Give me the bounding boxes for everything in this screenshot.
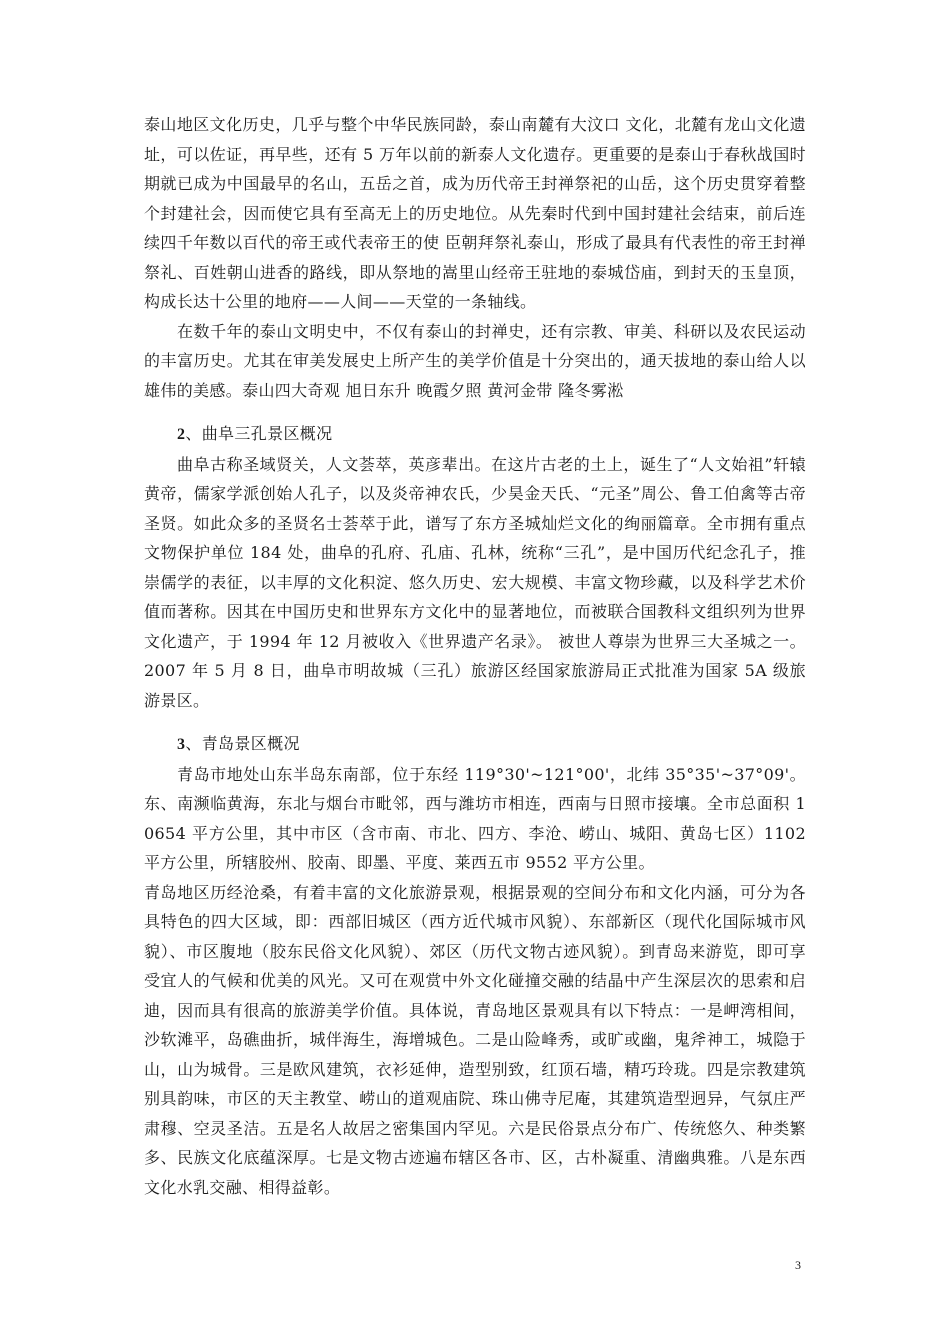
qingdao-location-paragraph: 青岛市地处山东半岛东南部，位于东经 119°30'~121°00'，北纬 35°35'~37°09'。东、南濒临黄海，东北与烟台市毗邻，西与潍坊市相连，西南与日照市接壤。全市总面积 10654 平方公里，其中市区（含市南、市北、四方、李沧、崂山、城阳、黄岛七区）1102 平方公里，所辖胶州、胶南、即墨、平度、莱西五市 9552 平方公里。 (144, 764, 806, 872)
section-heading-qingdao (144, 729, 806, 760)
taishan-history-paragraph: 泰山地区文化历史，几乎与整个中华民族同龄，泰山南麓有大汶口 文化，北麓有龙山文化遗址，可以佐证，再早些，还有 5 万年以前的新泰人文化遗存。更重要的是泰山于春秋战国时期就已成为中国最早的名山，五岳之首，成为历代帝王封禅祭祀的山岳，这个历史贯穿着整个封建社会，因而使它具有至高无上的历史地位。从先秦时代到中国封建社会结束，前后连续四千年数以百代的帝王或代表帝王的使 臣朝拜祭礼泰山，形成了最具有代表性的帝王封禅祭礼、百姓朝山进香的路线，即从祭地的嵩里山经帝王驻地的泰城岱庙，到封天的玉皇顶，构成长达十公里的地府——人间——天堂的一条轴线。 (144, 115, 806, 311)
qufu-paragraph: 曲阜古称圣域贤关，人文荟萃，英彦辈出。在这片古老的土上，诞生了“人文始祖”轩辕黄帝，儒家学派创始人孔子，以及炎帝神农氏，少昊金天氏、“元圣”周公、鲁工伯禽等古帝圣贤。如此众多的圣贤名士荟萃于此，谱写了东方圣城灿烂文化的绚丽篇章。全市拥有重点文物保护单位 184 处，曲阜的孔府、孔庙、孔林，统称“三孔”，是中国历代纪念孔子，推崇儒学的表征，以丰厚的文化积淀、悠久历史、宏大规模、丰富文物珍藏，以及科学艺术价值而著称。因其在中国历史和世界东方文化中的显著地位，而被联合国教科文组织列为世界文化遗产，于 1994 年 12 月被收入《世界遗产名录》。 被世人尊崇为世界三大圣城之一。 2007 年 5 月 8 日，曲阜市明故城（三孔）旅游区经国家旅游局正式批准为国家 5A 级旅游景区。 (144, 454, 806, 710)
qingdao-scenery-paragraph: 青岛地区历经沧桑，有着丰富的文化旅游景观，根据景观的空间分布和文化内涵，可分为各具特色的四大区域，即：西部旧城区（西方近代城市风貌）、东部新区（现代化国际城市风貌）、市区腹地（胶东民俗文化风貌）、郊区（历代文物古迹风貌）。到青岛来游览，即可享受宜人的气候和优美的风光。又可在观赏中外文化碰撞交融的结晶中产生深层次的思索和启迪，因而具有很高的旅游美学价值。具体说，青岛地区景观具有以下特点：一是岬湾相间，沙软滩平，岛礁曲折，城伴海生，海增城色。二是山险峰秀，或旷或幽，鬼斧神工，城隐于山，山为城骨。三是欧风建筑，衣衫延伸，造型别致，红顶石墙，精巧玲珑。四是宗教建筑别具韵味，市区的天主教堂、崂山的道观庙院、珠山佛寺尼庵，其建筑造型迥异，气氛庄严肃穆、空灵圣洁。五是名人故居之密集国内罕见。六是民俗景点分布广、传统悠久、种类繁多、民族文化底蕴深厚。七是文物古迹遍布辖区各市、区，古朴凝重、清幽典雅。八是东西文化水乳交融、相得益彰。 (144, 882, 806, 1197)
section-number: 3 (177, 736, 186, 753)
section-title-text: 、青岛景区概况 (185, 734, 300, 753)
taishan-culture-paragraph: 在数千年的泰山文明史中，不仅有泰山的封禅史，还有宗教、审美、科研以及农民运动的丰富历史。尤其在审美发展史上所产生的美学价值是十分突出的，通天拔地的泰山给人以雄伟的美感。泰山四大奇观 旭日东升 晚霞夕照 黄河金带 隆冬雾淞 (144, 321, 806, 400)
section-number: 2 (177, 426, 186, 443)
document-page (144, 110, 806, 1202)
page-number: 3 (795, 1258, 801, 1272)
section-title-text: 、曲阜三孔景区概况 (185, 424, 333, 443)
section-heading-qufu (144, 419, 806, 450)
